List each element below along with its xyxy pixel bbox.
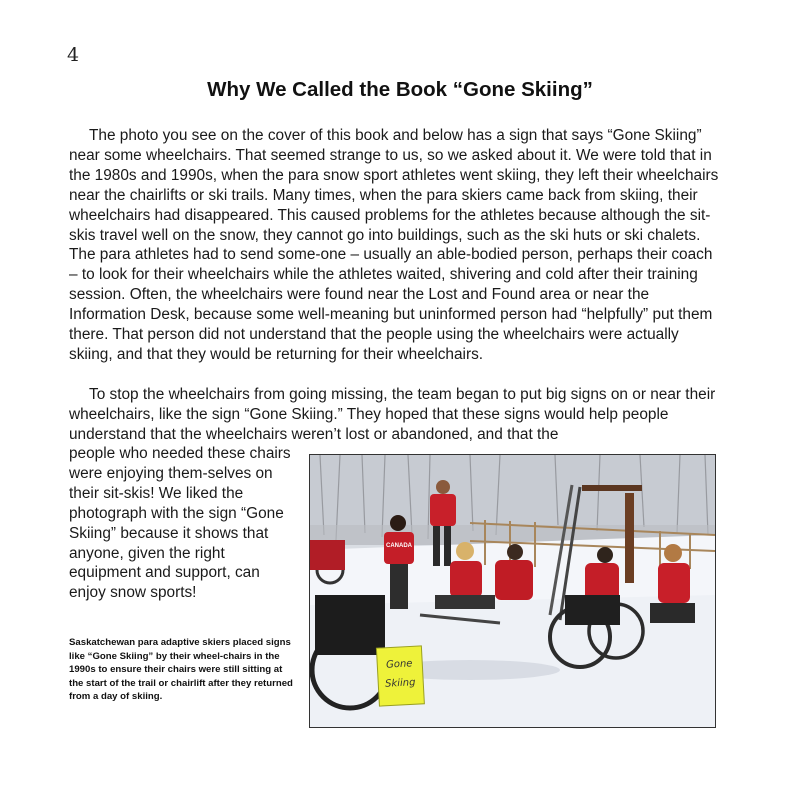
body-paragraph-2: To stop the wheelchairs from going missing, the team began to put big signs on or near their wheelchairs, like the sign “Gone Skiing.” They hoped that these signs would help people understand that the wheelchairs weren’t lost or abandoned, and that the	[69, 386, 716, 443]
sign-line-2: Skiing	[384, 677, 416, 690]
page-title: Why We Called the Book “Gone Skiing”	[207, 78, 593, 101]
body-paragraph-2-continued: people who needed these chairs were enjoying them-selves on their sit-skis! We liked the photograph with the sign “Gone Skiing” because it shows that anyone, given the right equipment and support, can enjoy snow sports!	[69, 445, 291, 602]
photo-gone-skiing	[309, 454, 716, 728]
photo-caption: Saskatchewan para adaptive skiers placed signs like “Gone Skiing” by their wheel-chairs in the 1990s to ensure their chairs were still sitting at the start of the trail or chairlift after they returned from a day of skiing.	[69, 637, 293, 703]
page-number: 4	[67, 44, 80, 66]
sign-line-1: Gone	[385, 658, 413, 671]
body-paragraph-1: The photo you see on the cover of this book and below has a sign that says “Gone Skiing” near some wheelchairs. That seemed strange to us, so we asked about it. We were told that in the 1980s and 1990s, when the para snow sport athletes went skiing, they left their wheelchairs near the chairlifts or ski trails. Many times, when the para skiers came back from skiing, their wheelchairs had disappeared. This caused problems for the athletes because although the sit-skis travel well on the snow, they cannot go into buildings, such as the ski huts or ski chalets. The para athletes had to send some-one – usually an able-bodied person, perhaps their coach – to look for their wheelchairs while the athletes waited, shivering and cold after their training session. Often, the wheelchairs were found near the Lost and Found area or near the Information Desk, because some well-meaning but uninformed person had “helpfully” put them there. That person did not understand that the people using the wheelchairs were actually skiing, and that they would be returning for their wheelchairs.	[69, 127, 719, 363]
jacket-text: CANADA	[386, 543, 412, 549]
